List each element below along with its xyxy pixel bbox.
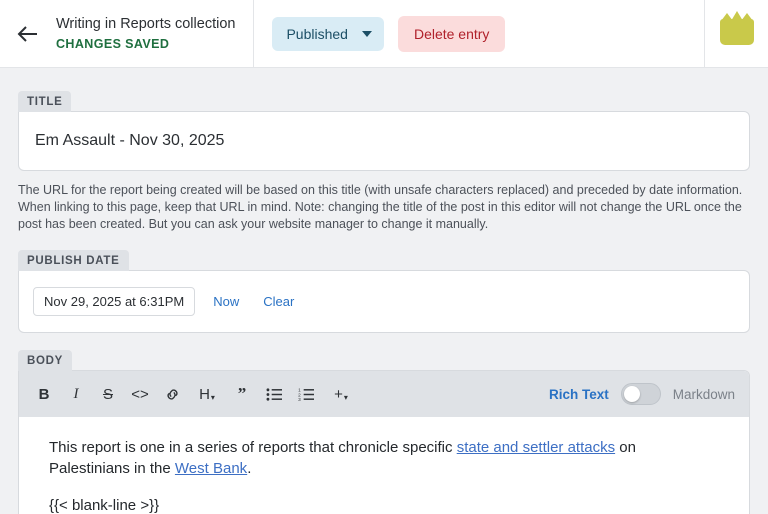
code-icon[interactable]: <>: [131, 385, 149, 403]
title-field-box: [18, 111, 750, 171]
plus-glyph: +: [334, 385, 343, 403]
rich-text-label[interactable]: Rich Text: [548, 386, 609, 402]
title-helper-text: The URL for the report being created will be based on this title (with unsafe characters replaced) and preceded by date information. When linking to this page, keep that URL in mind. Note: changing the title of the post in this editor will not change the URL once the post has been created. But you can ask your website manager to change it manually.: [18, 183, 743, 231]
title-field: [18, 90, 750, 171]
insert-plus-icon[interactable]: + ▾: [334, 385, 348, 403]
save-status: CHANGES SAVED: [56, 37, 170, 51]
back-button[interactable]: [0, 0, 56, 68]
bullet-list-icon[interactable]: [259, 379, 289, 409]
editor-mode-switch: [549, 383, 739, 405]
svg-text:2: 2: [297, 391, 301, 397]
body-link-west-bank[interactable]: West Bank: [174, 460, 248, 477]
editor-toolbar: [19, 371, 749, 417]
publish-date-clear-button[interactable]: Clear: [257, 290, 300, 313]
body-paragraph-2: {{< blank-line >}}: [49, 497, 160, 514]
heading-icon[interactable]: H ▾: [199, 385, 215, 403]
crown-avatar-icon: [720, 19, 754, 49]
heading-letter: H: [199, 385, 210, 403]
arrow-left-icon: [16, 24, 40, 44]
publish-date-field: [18, 249, 750, 333]
title-input[interactable]: [19, 112, 749, 170]
body-text-a: This report is one in a series of reports that chronicle specific: [49, 439, 457, 456]
publish-date-now-button[interactable]: Now: [207, 290, 245, 313]
link-icon[interactable]: [157, 379, 187, 409]
title-field-label: TITLE: [18, 91, 71, 112]
body-paragraph-1: [49, 437, 719, 479]
svg-text:1: 1: [297, 387, 301, 393]
top-bar: [0, 0, 768, 68]
italic-icon[interactable]: I: [73, 385, 79, 402]
avatar[interactable]: [704, 0, 768, 68]
body-editor: [18, 370, 750, 514]
delete-entry-button[interactable]: Delete entry: [398, 16, 505, 52]
top-bar-actions: [254, 0, 523, 68]
publish-date-box: [18, 270, 750, 333]
chevron-down-icon: [362, 31, 372, 37]
body-editor-content[interactable]: [19, 417, 749, 514]
body-text-b: on Palestinians in the: [49, 439, 636, 477]
publish-date-input[interactable]: Nov 29, 2025 at 6:31PM: [33, 287, 195, 316]
bold-icon[interactable]: B: [38, 385, 50, 403]
body-text-c: .: [247, 460, 252, 477]
entry-form: [0, 68, 768, 514]
editor-mode-toggle[interactable]: [621, 383, 661, 405]
publish-status-value: Published: [286, 25, 348, 42]
body-field-label: BODY: [18, 350, 72, 371]
body-field: [18, 349, 750, 514]
svg-text:3: 3: [297, 396, 301, 402]
publish-status-select[interactable]: [272, 17, 384, 51]
markdown-label[interactable]: Markdown: [672, 386, 735, 402]
body-link-state-settler-attacks[interactable]: state and settler attacks: [456, 439, 616, 456]
strikethrough-icon[interactable]: S: [102, 385, 113, 403]
blockquote-icon[interactable]: ”: [237, 384, 247, 403]
numbered-list-icon[interactable]: [291, 379, 321, 409]
publish-date-label: PUBLISH DATE: [18, 250, 129, 271]
collection-title: Writing in Reports collection: [56, 16, 236, 32]
entry-title-block: [56, 0, 253, 68]
